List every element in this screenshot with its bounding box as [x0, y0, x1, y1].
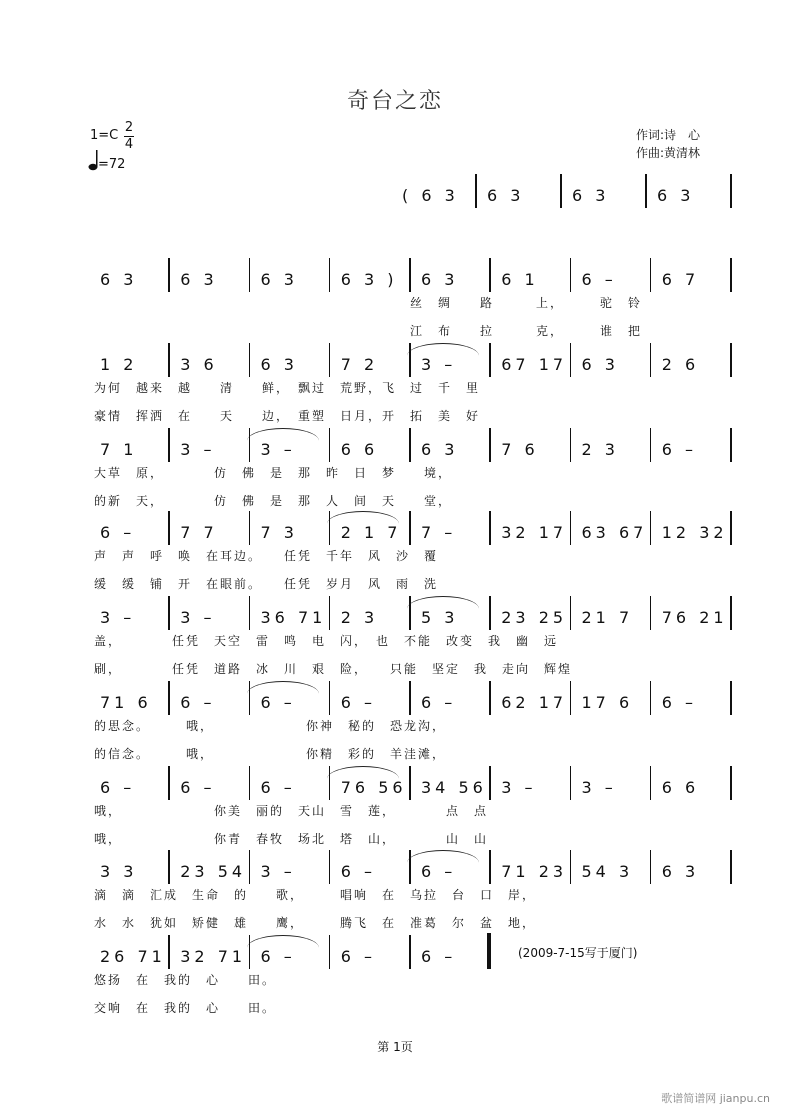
quarter-note-icon — [88, 150, 98, 172]
bar-line — [329, 596, 331, 630]
bar-line — [489, 343, 491, 377]
measure: 63 67 — [581, 523, 648, 542]
measure: 36 71 — [260, 608, 327, 627]
bar-line — [650, 850, 652, 884]
measure: 32 17 — [501, 523, 568, 542]
measure: 6 3 — [421, 440, 459, 459]
note-line — [0, 270, 790, 300]
bar-line — [409, 511, 411, 545]
measure: 6 – — [421, 947, 457, 966]
bar-line — [650, 511, 652, 545]
measure: 3 – — [180, 608, 216, 627]
measure: 17 6 — [581, 693, 634, 712]
measure: 6 3 — [572, 186, 610, 205]
measure: 2 3 — [340, 608, 379, 627]
key-signature: 1=C — [90, 128, 119, 143]
bar-line — [650, 681, 652, 715]
bar-line — [489, 681, 491, 715]
bar-line — [730, 596, 732, 630]
bar-line — [650, 428, 652, 462]
bar-line — [570, 511, 572, 545]
bar-line — [650, 766, 652, 800]
bar-line — [249, 850, 251, 884]
measure: 23 25 — [501, 608, 568, 627]
lyrics-verse-1: 大草 原， 仿 佛 是 那 昨 日 梦 境， — [94, 466, 453, 480]
note-line — [0, 186, 790, 216]
measure: 6 3 — [260, 355, 298, 374]
bar-line — [409, 850, 411, 884]
lyrics-verse-1: 哦， 你美 丽的 天山 雪 莲， 点 点 — [94, 804, 489, 818]
bar-line — [249, 681, 251, 715]
measure: 6 – — [421, 862, 457, 881]
bar-line — [409, 935, 411, 969]
measure: 32 71 — [180, 947, 247, 966]
measure: 6 3 ) — [340, 270, 398, 289]
bar-line — [249, 511, 251, 545]
bar-line — [168, 596, 170, 630]
measure: 71 6 — [100, 693, 152, 712]
lyrics-verse-1: 丝 绸 路 上， 驼 铃 — [410, 296, 643, 310]
measure: 6 – — [340, 693, 377, 712]
bar-line — [730, 681, 732, 715]
measure: 7 7 — [180, 523, 218, 542]
measure: 6 3 — [421, 270, 459, 289]
lyrics-verse-2: 水 水 犹如 矫健 雄 鹰， 腾飞 在 准葛 尔 盆 地， — [94, 916, 537, 930]
measure: 6 – — [260, 693, 296, 712]
measure: 6 – — [340, 862, 377, 881]
slur-arc — [327, 766, 399, 779]
slur-arc — [407, 343, 479, 356]
bar-line — [489, 596, 491, 630]
watermark: 歌谱简谱网 jianpu.cn — [661, 1092, 770, 1105]
measure: 6 3 — [657, 186, 695, 205]
bar-line — [730, 850, 732, 884]
bar-line — [650, 343, 652, 377]
lyrics-verse-1: 的思念。 哦， 你神 秘的 恐龙沟， — [94, 719, 447, 733]
bar-line — [730, 766, 732, 800]
measure: 6 6 — [340, 440, 379, 459]
bar-line — [730, 428, 732, 462]
measure: 3 – — [180, 440, 216, 459]
bar-line — [489, 766, 491, 800]
bar-line — [730, 174, 732, 208]
bar-line — [409, 428, 411, 462]
measure: 6 3 — [180, 270, 218, 289]
measure: 6 – — [180, 778, 216, 797]
tempo-value: =72 — [98, 157, 126, 172]
measure: 6 1 — [501, 270, 539, 289]
measure: 6 6 — [661, 778, 700, 797]
measure: 3 3 — [100, 862, 138, 881]
lyrics-verse-1: 盖， 任凭 天空 雷 鸣 电 闪， 也 不能 改变 我 幽 远 — [94, 634, 559, 648]
bar-line — [489, 511, 491, 545]
song-title: 奇台之恋 — [346, 89, 443, 114]
bar-line — [249, 343, 251, 377]
bar-line — [489, 850, 491, 884]
tempo-marking — [88, 150, 125, 172]
slur-arc — [247, 428, 319, 441]
bar-line — [249, 935, 251, 969]
measure: 6 – — [180, 693, 216, 712]
lyrics-verse-2: 江 布 拉 克， 谁 把 — [410, 324, 643, 338]
bar-line — [168, 258, 170, 292]
page-number: 第 1页 — [377, 1040, 413, 1054]
bar-line — [489, 258, 491, 292]
lyrics-verse-1: 悠扬 在 我的 心 田。 — [94, 973, 277, 987]
measure: 3 – — [260, 862, 296, 881]
measure: 3 – — [100, 608, 136, 627]
bar-line — [560, 174, 562, 208]
bar-line — [570, 850, 572, 884]
measure: 6 – — [100, 523, 136, 542]
bar-line — [409, 681, 411, 715]
bar-line — [168, 766, 170, 800]
bar-line — [489, 428, 491, 462]
measure: 3 – — [421, 355, 457, 374]
bar-line — [329, 850, 331, 884]
bar-line — [329, 343, 331, 377]
measure: 7 2 — [340, 355, 379, 374]
measure: 6 – — [661, 440, 698, 459]
measure: 6 – — [581, 270, 617, 289]
measure: 7 1 — [100, 440, 138, 459]
bar-line — [730, 258, 732, 292]
bar-line — [730, 343, 732, 377]
slur-arc — [247, 681, 319, 694]
measure: 67 17 — [501, 355, 568, 374]
measure: 2 6 — [661, 355, 700, 374]
time-signature-bottom: 4 — [124, 137, 134, 152]
lyricist: 作词:诗 心 — [636, 128, 701, 142]
measure: 1 2 — [100, 355, 138, 374]
bar-line — [650, 258, 652, 292]
measure: 6 3 — [581, 355, 619, 374]
measure: 34 56 — [421, 778, 487, 797]
bar-line — [249, 766, 251, 800]
time-signature — [124, 120, 134, 153]
lyrics-verse-1: 为何 越来 越 清 鲜， 飘过 荒野，飞 过 千 里 — [94, 381, 481, 395]
bar-line — [409, 343, 411, 377]
measure: ( 6 3 — [402, 186, 459, 205]
measure: 6 – — [340, 947, 377, 966]
end-bar-line — [487, 933, 491, 969]
bar-line — [329, 935, 331, 969]
bar-line — [168, 681, 170, 715]
measure: 21 7 — [581, 608, 634, 627]
measure: 23 54 — [180, 862, 247, 881]
measure: 6 – — [661, 693, 698, 712]
bar-line — [329, 428, 331, 462]
lyrics-verse-2: 交响 在 我的 心 田。 — [94, 1001, 277, 1015]
measure: 3 6 — [180, 355, 218, 374]
bar-line — [168, 850, 170, 884]
slur-arc — [407, 596, 479, 609]
bar-line — [329, 258, 331, 292]
measure: 6 – — [421, 693, 457, 712]
measure: 7 – — [421, 523, 457, 542]
measure: 6 7 — [661, 270, 700, 289]
measure: 7 3 — [260, 523, 298, 542]
measure: 6 3 — [260, 270, 298, 289]
measure: 5 3 — [421, 608, 459, 627]
measure: 6 3 — [661, 862, 700, 881]
slur-arc — [327, 511, 399, 524]
bar-line — [249, 258, 251, 292]
bar-line — [570, 428, 572, 462]
lyrics-verse-2: 哦， 你青 春牧 场北 塔 山， 山 山 — [94, 832, 489, 846]
bar-line — [570, 596, 572, 630]
lyrics-verse-2: 的新 天， 仿 佛 是 那 人 间 天 堂， — [94, 494, 453, 508]
bar-line — [409, 596, 411, 630]
measure: 12 32 — [661, 523, 728, 542]
lyrics-verse-1: 声 声 呼 唤 在耳边。 任凭 千年 风 沙 覆 — [94, 549, 439, 563]
bar-line — [409, 258, 411, 292]
lyrics-verse-1: 滴 滴 汇成 生命 的 歌， 唱响 在 乌拉 台 口 岸， — [94, 888, 537, 902]
measure: 76 56 — [340, 778, 407, 797]
lyrics-verse-2: 刷， 任凭 道路 冰 川 艰 险， 只能 坚定 我 走向 辉煌 — [94, 662, 573, 676]
bar-line — [329, 511, 331, 545]
measure: 6 – — [260, 947, 296, 966]
bar-line — [570, 681, 572, 715]
lyrics-verse-2: 的信念。 哦， 你精 彩的 羊洼滩， — [94, 747, 447, 761]
measure: 76 21 — [661, 608, 728, 627]
bar-line — [329, 681, 331, 715]
composer: 作曲:黄清林 — [636, 146, 701, 160]
bar-line — [570, 766, 572, 800]
measure: 3 – — [501, 778, 537, 797]
measure: 7 6 — [501, 440, 539, 459]
bar-line — [409, 766, 411, 800]
measure: 62 17 — [501, 693, 568, 712]
bar-line — [168, 343, 170, 377]
bar-line — [570, 258, 572, 292]
measure: 3 – — [260, 440, 296, 459]
bar-line — [645, 174, 647, 208]
bar-line — [249, 428, 251, 462]
lyrics-verse-2: 缓 缓 铺 开 在眼前。 任凭 岁月 风 雨 洗 — [94, 577, 439, 591]
bar-line — [570, 343, 572, 377]
measure: 6 – — [100, 778, 136, 797]
bar-line — [730, 511, 732, 545]
measure: 2 3 — [581, 440, 619, 459]
measure: 6 3 — [487, 186, 525, 205]
time-signature-top: 2 — [124, 120, 134, 135]
slur-arc — [247, 935, 319, 948]
date-note: (2009-7-15写于厦门) — [518, 946, 638, 960]
bar-line — [168, 935, 170, 969]
measure: 2 1 7 — [340, 523, 402, 542]
bar-line — [168, 511, 170, 545]
measure: 3 – — [581, 778, 617, 797]
slur-arc — [407, 850, 479, 863]
measure: 54 3 — [581, 862, 634, 881]
bar-line — [168, 428, 170, 462]
lyrics-verse-2: 豪情 挥洒 在 天 边， 重塑 日月，开 拓 美 好 — [94, 409, 481, 423]
measure: 71 23 — [501, 862, 568, 881]
measure: 6 3 — [100, 270, 138, 289]
measure: 6 – — [260, 778, 296, 797]
bar-line — [249, 596, 251, 630]
measure: 26 71 — [100, 947, 166, 966]
bar-line — [475, 174, 477, 208]
bar-line — [650, 596, 652, 630]
bar-line — [329, 766, 331, 800]
